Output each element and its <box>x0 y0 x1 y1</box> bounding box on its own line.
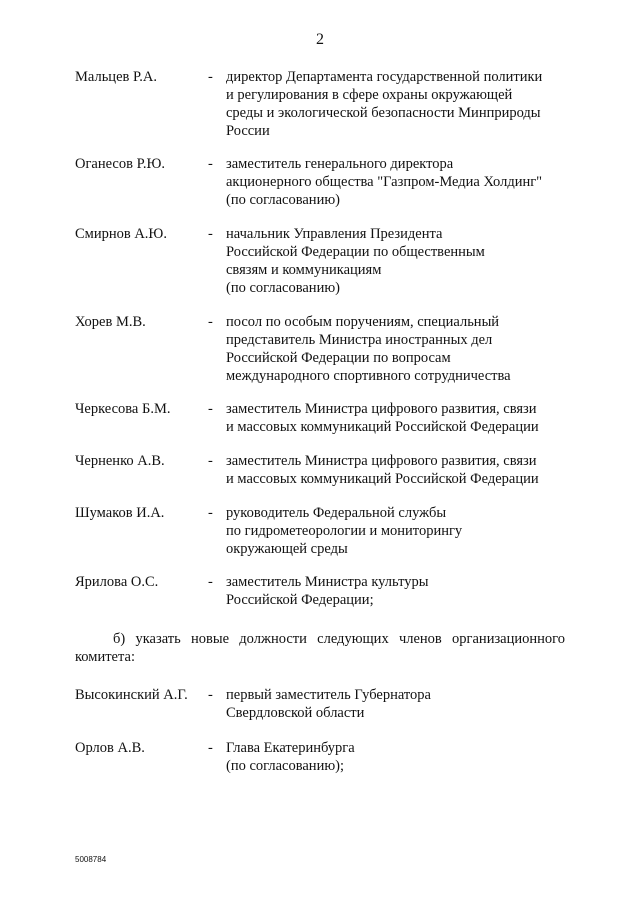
position-line: посол по особым поручениям, специальный <box>226 314 500 330</box>
member-position <box>226 68 566 140</box>
position-line: Российской Федерации по общественным <box>226 244 485 260</box>
position-line: руководитель Федеральной службы <box>226 505 447 521</box>
member-name: Орлов А.В. <box>75 740 145 756</box>
paragraph-b <box>75 630 565 666</box>
page-number: 2 <box>316 31 324 48</box>
member-position <box>226 573 566 609</box>
member-name: Черкесова Б.М. <box>75 401 171 417</box>
position-line: связям и коммуникациям <box>226 262 382 278</box>
member-position <box>226 739 566 775</box>
position-line: и регулирования в сфере охраны окружающей <box>226 87 513 103</box>
position-line: представитель Министра иностранных дел <box>226 332 493 348</box>
paragraph-b-line2: комитета: <box>75 649 135 665</box>
member-position <box>226 313 566 385</box>
member-position <box>226 504 566 558</box>
member-position <box>226 452 566 488</box>
member-name: Шумаков И.А. <box>75 505 165 521</box>
member-dash: - <box>208 453 213 469</box>
position-line: Глава Екатеринбурга <box>226 740 355 756</box>
member-name: Черненко А.В. <box>75 453 165 469</box>
position-line: заместитель Министра цифрового развития, связи <box>226 453 537 469</box>
position-line: окружающей среды <box>226 541 348 557</box>
member-name: Смирнов А.Ю. <box>75 226 167 242</box>
position-line: акционерного общества "Газпром-Медиа Холдинг" <box>226 174 543 190</box>
member-name: Ярилова О.С. <box>75 574 159 590</box>
position-line: международного спортивного сотрудничества <box>226 368 511 384</box>
position-line: и массовых коммуникаций Российской Федерации <box>226 419 539 435</box>
member-name: Высокинский А.Г. <box>75 687 188 703</box>
member-position <box>226 155 566 209</box>
position-line: директор Департамента государственной политики <box>226 69 543 85</box>
paragraph-b-line1: б) указать новые должности следующих членов организационного <box>113 631 565 647</box>
member-position <box>226 400 566 436</box>
member-position <box>226 225 566 297</box>
member-dash: - <box>208 69 213 85</box>
member-dash: - <box>208 226 213 242</box>
member-name: Хорев М.В. <box>75 314 146 330</box>
member-dash: - <box>208 156 213 172</box>
document-id: 5008784 <box>75 855 107 864</box>
member-dash: - <box>208 401 213 417</box>
member-dash: - <box>208 505 213 521</box>
position-line: и массовых коммуникаций Российской Федерации <box>226 471 539 487</box>
position-line: среды и экологической безопасности Минприроды <box>226 105 541 121</box>
member-dash: - <box>208 574 213 590</box>
position-line: начальник Управления Президента <box>226 226 443 242</box>
position-line: (по согласованию) <box>226 192 340 208</box>
position-line: (по согласованию) <box>226 280 340 296</box>
position-line: (по согласованию); <box>226 758 345 774</box>
position-line: заместитель Министра цифрового развития, связи <box>226 401 537 417</box>
position-line: заместитель Министра культуры <box>226 574 429 590</box>
position-line: Российской Федерации по вопросам <box>226 350 451 366</box>
position-line: по гидрометеорологии и мониторингу <box>226 523 463 539</box>
member-dash: - <box>208 740 213 756</box>
member-name: Мальцев Р.А. <box>75 69 157 85</box>
member-name: Оганесов Р.Ю. <box>75 156 165 172</box>
position-line: заместитель генерального директора <box>226 156 454 172</box>
position-line: Российской Федерации; <box>226 592 374 608</box>
member-position <box>226 686 566 722</box>
position-line: Свердловской области <box>226 705 365 721</box>
member-dash: - <box>208 687 213 703</box>
position-line: первый заместитель Губернатора <box>226 687 431 703</box>
position-line: России <box>226 123 270 139</box>
member-dash: - <box>208 314 213 330</box>
